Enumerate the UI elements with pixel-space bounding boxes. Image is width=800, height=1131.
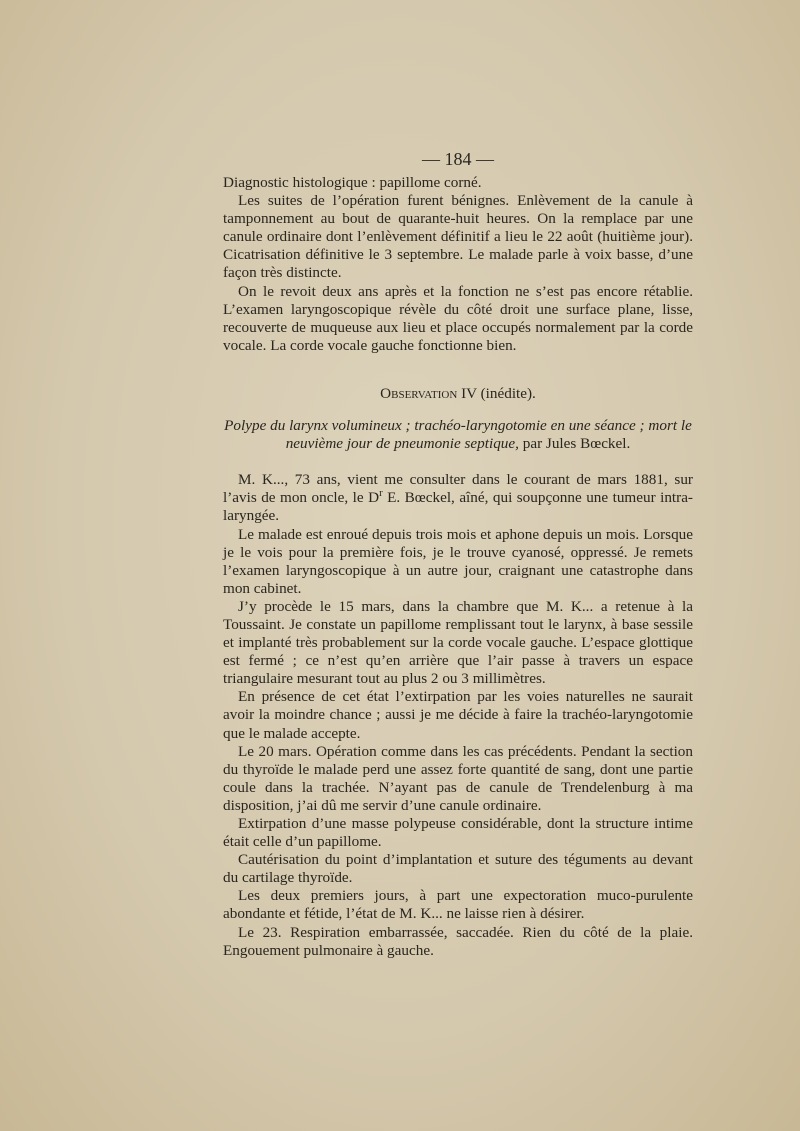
page-number: — 184 — bbox=[422, 149, 494, 169]
paragraph: Le 20 mars. Opération comme dans les cas précédents. Pendant la section du thyroïde le malade perd une assez forte quantité de sang, dont une partie coule dans la trachée. N’ayant pas de canule de Trendelenburg à ma disposition, j’ai dû me servir d’une canule ordinaire. bbox=[223, 742, 693, 814]
paragraph: On le revoit deux ans après et la fonction ne s’est pas encore rétablie. L’examen laryngoscopique révèle du côté droit une surface plane, lisse, recouverte de muqueuse aux lieu et place occupés normalement par la corde vocale. La corde vocale gauche fonctionne bien. bbox=[223, 282, 693, 354]
paragraph: Le malade est enroué depuis trois mois et aphone depuis un mois. Lorsque je le vois pour la première fois, je le trouve cyanosé, oppressé. Je remets l’examen laryngoscopique à un autre jour, craignant une catastrophe dans mon cabinet. bbox=[223, 525, 693, 597]
subtitle-text: Polype du larynx volumineux ; trachéo-laryngotomie en une séance ; mort le neuvième jour de pneumonie septique, bbox=[224, 417, 692, 453]
paragraph: J’y procède le 15 mars, dans la chambre que M. K... a retenue à la Toussaint. Je constate un papillome remplissant tout le larynx, à base sessile et implanté très probablement sur la corde vocale gauche. L’espace glottique est fermé ; ce n’est qu’en arrière que l’air passe à travers un espace triangulaire mesurant tout au plus 2 ou 3 millimètres. bbox=[223, 597, 693, 688]
superscript: r bbox=[379, 488, 383, 500]
paragraph: Extirpation d’une masse polypeuse considérable, dont la structure intime était celle d’un papillome. bbox=[223, 815, 693, 851]
paragraph: Les suites de l’opération furent bénignes. Enlèvement de la canule à tamponnement au bout de quarante-huit heures. On la remplace par une canule ordinaire dont l’enlèvement définitif a lieu le 22 août (huitième jour). Cicatrisation définitive le 3 septembre. Le malade parle à voix basse, d’une façon très distincte. bbox=[223, 192, 693, 282]
observation-subtitle bbox=[223, 417, 693, 453]
observation-label: Observation bbox=[380, 384, 458, 402]
paragraph: Le 23. Respiration embarrassée, saccadée. Rien du côté de la plaie. Engouement pulmonaire à gauche. bbox=[223, 923, 693, 959]
observation-number: IV (inédite). bbox=[457, 384, 536, 402]
paragraph: En présence de cet état l’extirpation par les voies naturelles ne saurait avoir la moindre chance ; aussi je me décide à faire la trachéo-laryngotomie que le malade accepte. bbox=[223, 688, 693, 742]
observation-heading bbox=[223, 385, 693, 403]
paragraph-part: M. K..., 73 ans, vient me consulter dans le courant de mars 1881, sur l’avis de mon oncle, le D bbox=[223, 471, 693, 507]
paragraph: Les deux premiers jours, à part une expectoration muco-purulente abondante et fétide, l’état de M. K... ne laisse rien à désirer. bbox=[223, 887, 693, 923]
paragraph: Cautérisation du point d’implantation et suture des téguments au devant du cartilage thyroïde. bbox=[223, 851, 693, 887]
page-text bbox=[223, 148, 693, 960]
paragraph-part: E. Bœckel, aîné, qui soupçonne une tumeur intra-laryngée. bbox=[223, 489, 693, 525]
paragraph: Diagnostic histologique : papillome corné. bbox=[223, 174, 482, 191]
subtitle-author: par Jules Bœckel. bbox=[518, 435, 631, 453]
paragraph bbox=[223, 471, 693, 525]
